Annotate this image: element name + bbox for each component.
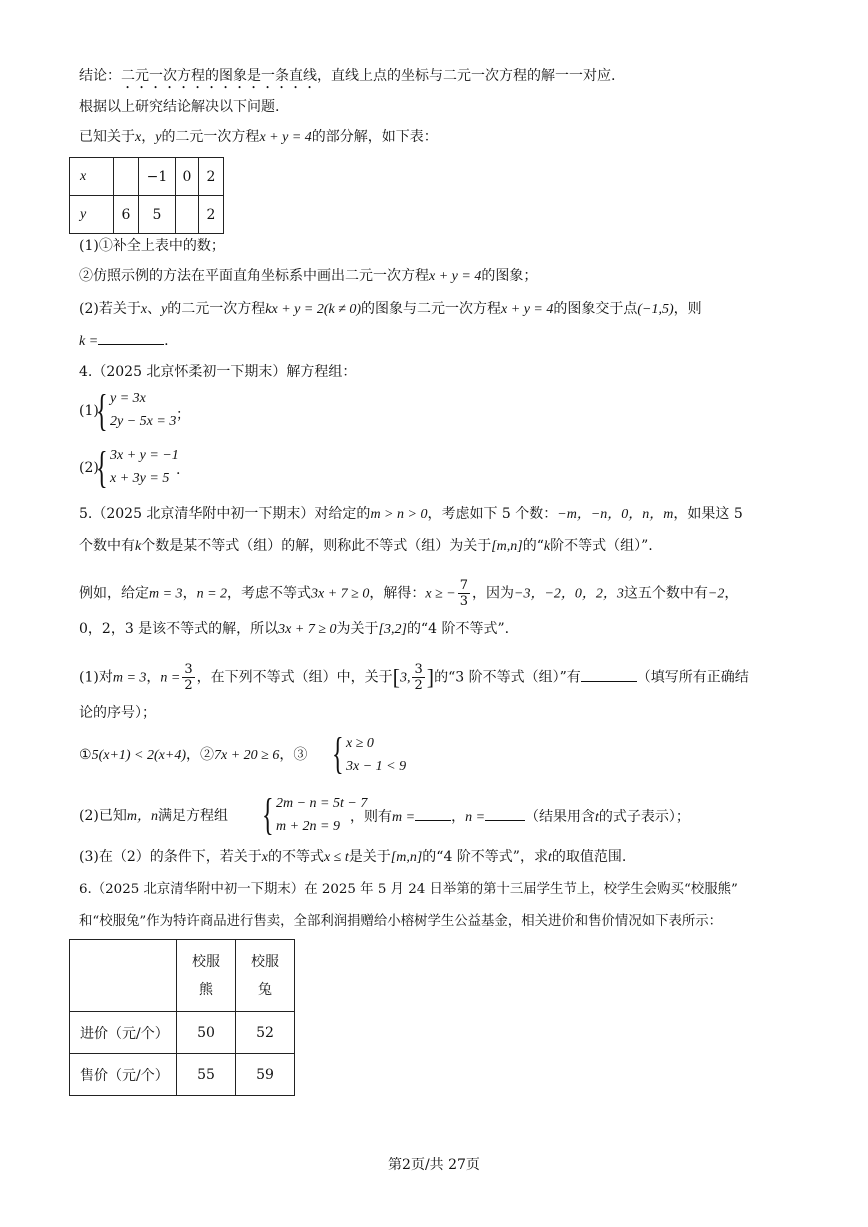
table-cell: 5: [139, 196, 176, 234]
question-6-line: 6.（2025 北京清华附中初一下期末）在 2025 年 5 月 24 日举第的第十三届学生节上，校学生会购买“校服熊”: [79, 882, 738, 897]
conclusion-line: 结论：二元一次方程的图象是一条直线，直线上点的坐标与二元一次方程的解一一对应.: [79, 68, 616, 84]
table-cell: [114, 158, 139, 196]
inequality: x ≥ 0: [346, 736, 374, 751]
q4-label-1: (1): [79, 403, 99, 419]
brace-icon: {: [332, 729, 344, 778]
table-row-label: 进价（元/个）: [70, 1012, 177, 1054]
subquestion-2: (2)若关于x、y的二元一次方程kx + y = 2(k ≠ 0)的图象与二元一次方程x + y = 4的图象交于点(−1,5)，则: [79, 301, 702, 317]
subquestion-1-1: (1)①补全上表中的数；: [79, 238, 225, 254]
subquestion-2-tail: ，则有m = ，n = （结果用含t的式子表示）；: [350, 806, 690, 828]
q4-label-2: (2): [79, 460, 99, 476]
punct: ；: [176, 407, 190, 423]
instruction-line: 根据以上研究结论解决以下问题.: [79, 99, 280, 115]
table-cell: 55: [177, 1054, 236, 1096]
table-header: 校服熊: [177, 940, 236, 1012]
equation: 3x + y = −1: [110, 448, 179, 463]
answer-blank[interactable]: [415, 806, 451, 821]
subquestion-1-2: ②仿照示例的方法在平面直角坐标系中画出二元一次方程x + y = 4的图象；: [79, 268, 538, 284]
table-cell: x: [70, 158, 114, 196]
table-cell: 6: [114, 196, 139, 234]
punct: .: [176, 462, 181, 478]
subquestion-2: (2)已知m，n满足方程组: [79, 808, 228, 824]
equation: 2m − n = 5t − 7: [276, 796, 368, 811]
table-cell: [176, 196, 199, 234]
table-header: 校服兔: [236, 940, 295, 1012]
equation: 2y − 5x = 3: [110, 414, 177, 429]
subquestion-1: (1)对m = 3，n = $\frac{3}{2}$ ，在下列不等式（组）中，关于[3, $\frac{3}{2}$ ]的“3 阶不等式（组）”有 （填写所有正确结: [79, 662, 749, 693]
question-5-line: 5.（2025 北京清华附中初一下期末）对给定的m > n > 0，考虑如下 5 个数：−m，−n，0，n，m，如果这 5: [79, 506, 743, 522]
question-5-line: 个数中有k个数是某不等式（组）的解，则称此不等式（组）为关于[m,n]的“k阶不等式（组）”.: [79, 538, 653, 554]
table-cell: 2: [199, 196, 224, 234]
solution-table: [69, 157, 224, 234]
equation: m + 2n = 9: [276, 819, 341, 834]
question-text: 已知关于x，y的二元一次方程x + y = 4的部分解，如下表：: [79, 129, 438, 145]
table-cell: −1: [139, 158, 176, 196]
answer-blank[interactable]: [485, 806, 525, 821]
question-6-line: 和“校服兔”作为特许商品进行售卖，全部利润捐赠给小榕树学生公益基金，相关进价和售价情况如下表所示：: [79, 914, 723, 929]
inequality: 3x − 1 < 9: [346, 759, 407, 774]
brace-icon: {: [96, 386, 108, 435]
subquestion-1-cont: 论的序号）；: [79, 705, 156, 721]
page-footer: 第2页/共 27页: [388, 1157, 480, 1173]
answer-blank[interactable]: [98, 330, 164, 345]
question-5-example: 例如，给定m = 3，n = 2，考虑不等式3x + 7 ≥ 0，解得：x ≥ − $\frac{7}{3}$ ，因为−3，−2，0，2，3这五个数中有−2，: [79, 578, 739, 609]
brace-icon: {: [96, 443, 108, 492]
table-cell: 59: [236, 1054, 295, 1096]
brace-icon: {: [262, 790, 274, 839]
price-table: [69, 939, 295, 1096]
answer-line: k = .: [79, 330, 169, 352]
answer-blank[interactable]: [581, 667, 637, 682]
question-5-example: 0，2，3 是该不等式的解，所以3x + 7 ≥ 0为关于[3,2]的“4 阶不等式”.: [79, 621, 510, 637]
equation: y = 3x: [110, 391, 146, 406]
table-cell: 50: [177, 1012, 236, 1054]
subquestion-3: (3)在（2）的条件下，若关于x的不等式x ≤ t是关于[m,n]的“4 阶不等式”，求t的取值范围.: [79, 849, 627, 865]
table-row-label: 售价（元/个）: [70, 1054, 177, 1096]
table-cell: y: [70, 196, 114, 234]
table-cell: 52: [236, 1012, 295, 1054]
options-line: ①5(x+1) < 2(x+4)，②7x + 20 ≥ 6，③: [79, 747, 308, 763]
table-cell: 2: [199, 158, 224, 196]
equation: x + 3y = 5: [110, 471, 170, 486]
table-header: [70, 940, 177, 1012]
table-cell: 0: [176, 158, 199, 196]
question-4-title: 4.（2025 北京怀柔初一下期末）解方程组：: [79, 364, 357, 380]
